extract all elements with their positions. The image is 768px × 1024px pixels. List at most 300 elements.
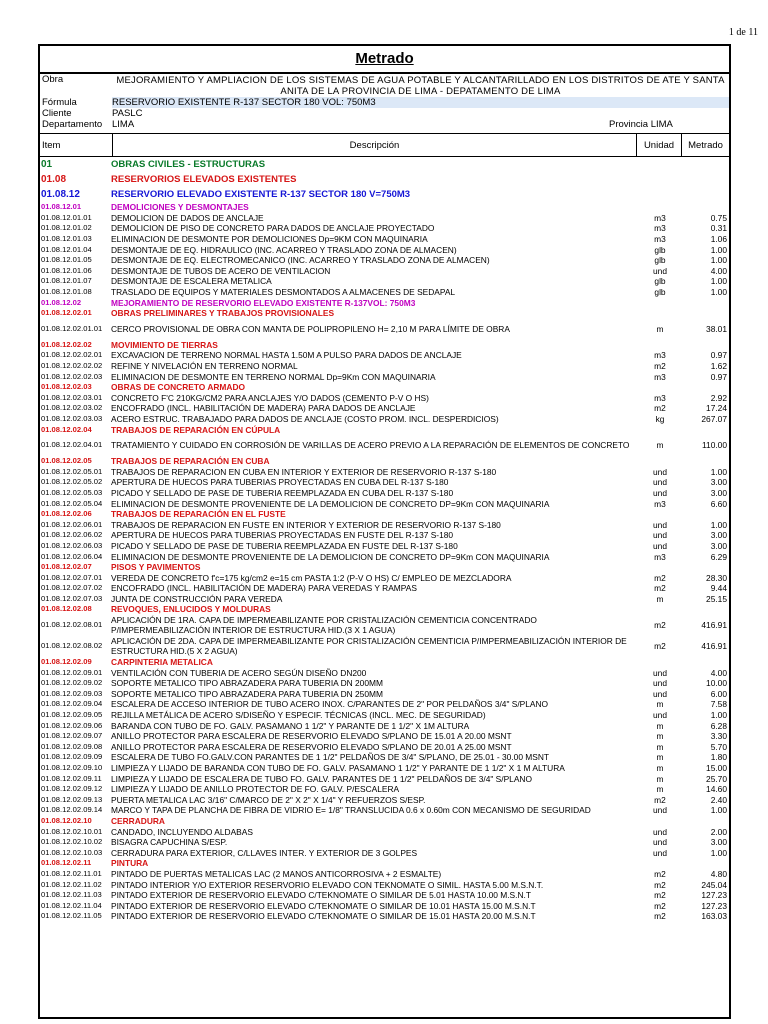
quantity-cell: 3.00 — [710, 837, 727, 848]
quantity-cell: 2.92 — [710, 392, 727, 403]
unit-cell: m3 — [654, 350, 666, 361]
unit-cell: m2 — [654, 572, 666, 583]
unit-cell: m — [656, 773, 664, 784]
table-row — [40, 720, 729, 731]
item-cell: 01.08.12.02.09 — [41, 657, 92, 667]
description-cell: PINTADO EXTERIOR DE RESERVORIO ELEVADO C/TEKNOMATE O SIMILAR DE 5.01 HASTA 10.00 M.S.N.T — [111, 890, 531, 901]
item-cell: 01.08.12.01.04 — [41, 244, 92, 254]
table-row — [40, 847, 729, 858]
item-cell: 01.08.12.02.02 — [41, 339, 92, 349]
unit-cell: m2 — [654, 879, 666, 890]
item-cell: 01.08.12.02.09.04 — [41, 699, 103, 709]
table-row — [40, 266, 729, 277]
description-cell: DESMONTAJE DE EQ. HIDRAULICO (INC. ACARREO Y TRASLADO ZONA DE ALMACEN) — [111, 244, 457, 255]
quantity-cell: 25.15 — [706, 593, 727, 604]
item-cell: 01.08.12.02.11.05 — [41, 911, 102, 921]
unit-cell: und — [653, 710, 667, 721]
table-row — [40, 276, 729, 287]
description-cell: TRATAMIENTO Y CUIDADO EN CORROSIÓN DE VARILLAS DE ACERO PREVIO A LA REPARACIÓN DE ELEMENTOS DE CONCRETO — [111, 440, 630, 451]
item-cell: 01.08.12.02.06.03 — [41, 540, 103, 550]
table-row — [40, 551, 729, 562]
quantity-cell: 14.60 — [706, 784, 727, 795]
item-cell: 01.08.12.02.05.01 — [41, 466, 103, 476]
description-cell: PINTADO EXTERIOR DE RESERVORIO ELEVADO C/TEKNOMATE O SIMILAR DE 15.01 HASTA 20.00 M.S.N.T — [111, 911, 536, 922]
item-cell: 01.08.12.02.11.01 — [41, 868, 102, 878]
description-cell: LIMPIEZA Y LIJADO DE ESCALERA DE TUBO FO. GALV. PARANTES DE 1 1/2" PELDAÑOS DE 3/4" S/PLANO — [111, 773, 532, 784]
table-row — [40, 234, 729, 245]
table-row — [40, 340, 729, 351]
unit-cell: m3 — [654, 212, 666, 223]
unit-cell: glb — [654, 276, 666, 287]
item-cell: 01.08.12.02.01.01 — [41, 324, 103, 334]
item-cell: 01.08.12.01.01 — [41, 212, 92, 222]
formula-value: RESERVORIO EXISTENTE R-137 SECTOR 180 VOL: 750M3 — [112, 97, 729, 108]
table-row — [40, 350, 729, 361]
description-cell: CERRADURA — [111, 815, 165, 826]
description-cell: ESCALERA DE TUBO FO.GALV.CON PARANTES DE 1 1/2" PELDAÑOS DE 3/4" S/PLANO, DE 25.01 - 30.00 MSNT — [111, 752, 550, 763]
table-row — [40, 424, 729, 435]
quantity-cell: 1.80 — [710, 752, 727, 763]
description-cell: TRABAJOS DE REPARACION EN FUSTE EN INTERIOR Y EXTERIOR DE RESERVORIO R-137 S-180 — [111, 519, 501, 530]
unit-cell: m2 — [654, 868, 666, 879]
description-cell: REVOQUES, ENLUCIDOS Y MOLDURAS — [111, 604, 271, 615]
quantity-cell: 1.62 — [710, 361, 727, 372]
item-cell: 01.08.12.02.04.01 — [41, 440, 103, 450]
table-row — [40, 742, 729, 753]
description-cell: ANILLO PROTECTOR PARA ESCALERA DE RESERVORIO ELEVADO S/PLANO DE 20.01 A 25.00 MSNT — [111, 741, 512, 752]
quantity-cell: 0.97 — [710, 350, 727, 361]
table-row — [40, 911, 729, 922]
table-row — [40, 361, 729, 372]
item-cell: 01.08.12.01.03 — [41, 234, 92, 244]
unit-cell: m — [656, 324, 664, 335]
unit-cell: m2 — [654, 911, 666, 922]
quantity-cell: 3.00 — [710, 477, 727, 488]
unit-cell: und — [653, 265, 667, 276]
table-row — [40, 435, 729, 456]
description-cell: TRABAJOS DE REPARACIÓN EN CUBA — [111, 456, 270, 467]
description-cell: JUNTA DE CONSTRUCCIÓN PARA VEREDA — [111, 593, 283, 604]
quantity-cell: 6.60 — [710, 498, 727, 509]
unit-cell: m — [656, 720, 664, 731]
quantity-cell: 25.70 — [706, 773, 727, 784]
description-cell: CANDADO, INCLUYENDO ALDABAS — [111, 826, 253, 837]
item-cell: 01.08.12.02.09.09 — [41, 752, 103, 762]
page-number: 1 de 11 — [728, 27, 758, 38]
unit-cell: und — [653, 477, 667, 488]
description-cell: LIMPIEZA Y LIJADO DE BARANDA CON TUBO DE FO. GALV. PASAMANO 1 1/2" Y PARANTE DE 1 1/2" X 1 M ALTURA — [111, 763, 565, 774]
table-row — [40, 530, 729, 541]
unit-cell: m3 — [654, 392, 666, 403]
unit-cell: und — [653, 466, 667, 477]
description-cell: REJILLA METÁLICA DE ACERO S/DISEÑO Y ESPECIF. TÉCNICAS (INCL. MEC. DE SEGURIDAD) — [111, 710, 486, 721]
table-row — [40, 393, 729, 404]
unit-cell: m2 — [654, 361, 666, 372]
description-cell: MEJORAMIENTO DE RESERVORIO ELEVADO EXISTENTE R-137VOL: 750M3 — [111, 297, 416, 308]
item-cell: 01.08.12.02.09.11 — [41, 773, 102, 783]
table-row — [40, 636, 729, 657]
cliente-value: PASLC — [112, 108, 143, 119]
col-item: Item — [40, 134, 113, 156]
departamento-row — [40, 119, 729, 130]
description-cell: DESMONTAJE DE TUBOS DE ACERO DE VENTILACION — [111, 265, 331, 276]
header-block — [40, 74, 729, 130]
departamento-label: Departamento — [42, 119, 103, 130]
quantity-cell: 245.04 — [701, 879, 727, 890]
item-cell: 01.08.12.02.09.12 — [41, 784, 103, 794]
description-cell: OBRAS PRELIMINARES Y TRABAJOS PROVISIONALES — [111, 308, 335, 319]
table-row — [40, 826, 729, 837]
table-row — [40, 466, 729, 477]
item-cell: 01.08.12.02.08 — [41, 604, 92, 614]
description-cell: REFINE Y NIVELACIÓN EN TERRENO NORMAL — [111, 361, 298, 372]
item-cell: 01.08.12.02 — [41, 297, 82, 307]
item-cell: 01.08.12.02.10.01 — [41, 826, 103, 836]
unit-cell: und — [653, 540, 667, 551]
quantity-cell: 4.00 — [710, 667, 727, 678]
quantity-cell: 1.00 — [710, 805, 727, 816]
col-metrado: Metrado — [688, 139, 723, 151]
description-cell: CONCRETO F'C 210KG/CM2 PARA ANCLAJES Y/O DADOS (CEMENTO P-V O HS) — [111, 392, 429, 403]
provincia-group — [609, 119, 729, 130]
description-cell: DESMONTAJE DE ESCALERA METALICA — [111, 276, 272, 287]
table-row — [40, 837, 729, 848]
item-cell: 01.08.12.02.07 — [41, 562, 92, 572]
item-cell: 01 — [41, 159, 53, 170]
table-row — [40, 773, 729, 784]
description-cell: RESERVORIO ELEVADO EXISTENTE R-137 SECTOR 180 V=750M3 — [111, 189, 411, 200]
unit-cell: m — [656, 752, 664, 763]
unit-cell: m — [656, 784, 664, 795]
item-cell: 01.08.12.02.09.10 — [41, 763, 103, 773]
unit-cell: m — [656, 763, 664, 774]
item-cell: 01.08.12.02.08.01 — [41, 620, 103, 630]
quantity-cell: 163.03 — [701, 911, 727, 922]
table-row — [40, 213, 729, 224]
description-cell: ESCALERA DE ACCESO INTERIOR DE TUBO ACERO INOX. C/PARANTES DE 2" POR PELDAÑOS 3/4" S/PLANO — [111, 699, 549, 710]
item-cell: 01.08.12.01.07 — [41, 276, 92, 286]
quantity-cell: 1.00 — [710, 244, 727, 255]
item-cell: 01.08.12.02.03.03 — [41, 413, 103, 423]
table-row — [40, 615, 729, 636]
item-cell: 01.08.12.02.03.02 — [41, 403, 103, 413]
item-cell: 01.08.12.02.11 — [41, 858, 92, 868]
item-cell: 01.08.12.02.02.01 — [41, 350, 103, 360]
description-cell: OBRAS DE CONCRETO ARMADO — [111, 382, 246, 393]
quantity-cell: 38.01 — [706, 324, 727, 335]
description-cell: TRABAJOS DE REPARACIÓN EN CÚPULA — [111, 424, 281, 435]
table-row — [40, 667, 729, 678]
quantity-cell: 3.00 — [710, 530, 727, 541]
quantity-cell: 1.00 — [710, 276, 727, 287]
unit-cell: m2 — [654, 900, 666, 911]
col-unidad: Unidad — [637, 134, 682, 156]
provincia-label: Provincia — [609, 119, 649, 130]
table-row — [40, 784, 729, 795]
description-cell: APERTURA DE HUECOS PARA TUBERIAS PROYECTADAS EN CUBA DEL R-137 S-180 — [111, 477, 449, 488]
formula-row — [40, 97, 729, 108]
unit-cell: m — [656, 731, 664, 742]
table-row — [40, 519, 729, 530]
description-cell: DEMOLICION DE DADOS DE ANCLAJE — [111, 212, 264, 223]
table-row — [40, 319, 729, 340]
description-cell: APLICACIÓN DE 1RA. CAPA DE IMPERMEABILIZANTE POR CRISTALIZACIÓN CEMENTICIA CONCENTRADO P/IMPERMEABILIZACIÓN INTERIOR DE ESTRUCTURA HID.(3 X 1 AGUA) — [111, 615, 537, 636]
table-row — [40, 187, 729, 202]
item-cell: 01.08.12.02.01 — [41, 308, 92, 318]
description-cell: SOPORTE METALICO TIPO ABRAZADERA PARA TUBERIA DN 200MM — [111, 678, 383, 689]
table-row — [40, 403, 729, 414]
item-cell: 01.08.12.02.06.01 — [41, 519, 103, 529]
unit-cell: m3 — [654, 234, 666, 245]
quantity-cell: 2.40 — [710, 794, 727, 805]
item-cell: 01.08.12.02.03 — [41, 382, 92, 392]
table-row — [40, 710, 729, 721]
item-cell: 01.08.12.02.09.13 — [41, 794, 103, 804]
item-cell: 01.08.12.02.11.04 — [41, 900, 102, 910]
item-cell: 01.08.12.02.06 — [41, 509, 92, 519]
cliente-label: Cliente — [42, 108, 72, 119]
table-body — [40, 157, 729, 922]
table-row — [40, 287, 729, 298]
item-cell: 01.08 — [41, 174, 67, 185]
unit-cell: m2 — [654, 583, 666, 594]
unit-cell: und — [653, 688, 667, 699]
unit-cell: und — [653, 826, 667, 837]
item-cell: 01.08.12.02.09.02 — [41, 678, 103, 688]
quantity-cell: 9.44 — [710, 583, 727, 594]
table-row — [40, 572, 729, 583]
item-cell: 01.08.12.02.07.03 — [41, 593, 103, 603]
description-cell: TRABAJOS DE REPARACIÓN EN EL FUSTE — [111, 509, 286, 520]
unit-cell: und — [653, 847, 667, 858]
quantity-cell: 127.23 — [701, 900, 727, 911]
col-descripcion: Descripción — [113, 134, 637, 156]
unit-cell: m — [656, 593, 664, 604]
table-row — [40, 244, 729, 255]
unit-cell: glb — [654, 244, 666, 255]
description-cell: ACERO ESTRUC. TRABAJADO PARA DADOS DE ANCLAJE (COSTO PROM. INCL. DESPERDICIOS) — [111, 413, 499, 424]
unit-cell: m3 — [654, 223, 666, 234]
item-cell: 01.08.12.02.06.02 — [41, 530, 103, 540]
table-row — [40, 498, 729, 509]
table-row — [40, 678, 729, 689]
unit-cell: und — [653, 678, 667, 689]
table-row — [40, 562, 729, 573]
item-cell: 01.08.12.02.09.07 — [41, 731, 103, 741]
item-cell: 01.08.12.02.05 — [41, 456, 92, 466]
quantity-cell: 1.00 — [710, 466, 727, 477]
item-cell: 01.08.12.01.02 — [41, 223, 92, 233]
description-cell: PINTURA — [111, 858, 149, 869]
table-row — [40, 699, 729, 710]
description-cell: ELIMINACION DE DESMONTE PROVENIENTE DE LA DEMOLICION DE CONCRETO DP=9Km CON MAQUINARIA — [111, 498, 550, 509]
table-row — [40, 763, 729, 774]
table-row — [40, 414, 729, 425]
quantity-cell: 6.29 — [710, 551, 727, 562]
description-cell: CERCO PROVISIONAL DE OBRA CON MANTA DE POLIPROPILENO H= 2,10 M PARA LÍMITE DE OBRA — [111, 324, 510, 335]
table-row — [40, 594, 729, 605]
unit-cell: m3 — [654, 371, 666, 382]
quantity-cell: 2.00 — [710, 826, 727, 837]
quantity-cell: 7.58 — [710, 699, 727, 710]
table-row — [40, 604, 729, 615]
table-row — [40, 157, 729, 172]
table-row — [40, 900, 729, 911]
unit-cell: und — [653, 667, 667, 678]
unit-cell: und — [653, 487, 667, 498]
item-cell: 01.08.12.02.11.03 — [41, 890, 102, 900]
departamento-value: LIMA — [112, 119, 135, 130]
quantity-cell: 1.00 — [710, 287, 727, 298]
item-cell: 01.08.12.02.05.04 — [41, 498, 103, 508]
table-row — [40, 879, 729, 890]
item-cell: 01.08.12.02.10.02 — [41, 837, 103, 847]
provincia-value: LIMA — [650, 119, 673, 130]
table-row — [40, 509, 729, 520]
unit-cell: glb — [654, 255, 666, 266]
item-cell: 01.08.12.02.11.02 — [41, 879, 102, 889]
description-cell: CERRADURA PARA EXTERIOR, C/LLAVES INTER. Y EXTERIOR DE 3 GOLPES — [111, 847, 418, 858]
table-header — [40, 133, 729, 157]
description-cell: ENCOFRADO (INCL. HABILITACIÓN DE MADERA) PARA DADOS DE ANCLAJE — [111, 403, 416, 414]
table-row — [40, 382, 729, 393]
quantity-cell: 1.00 — [710, 519, 727, 530]
description-cell: RESERVORIOS ELEVADOS EXISTENTES — [111, 174, 297, 185]
document-title: Metrado — [40, 46, 729, 74]
item-cell: 01.08.12.02.02.02 — [41, 361, 103, 371]
description-cell: MARCO Y TAPA DE PLANCHA DE FIBRA DE VIDRIO E= 1/8" TRANSLUCIDA 0.6 x 0.60m CON MECANISMO DE SEGURIDAD — [111, 805, 591, 816]
description-cell: ELIMINACION DE DESMONTE POR DEMOLICIONES Dp=9KM CON MAQUINARIA — [111, 234, 428, 245]
description-cell: DESMONTAJE DE EQ. ELECTROMECANICO (INC. ACARREO Y TRASLADO ZONA DE ALMACEN) — [111, 255, 490, 266]
unit-cell: m2 — [654, 620, 666, 631]
quantity-cell: 0.31 — [710, 223, 727, 234]
description-cell: PICADO Y SELLADO DE PASE DE TUBERIA REEMPLAZADA EN CUBA DEL R-137 S-180 — [111, 487, 454, 498]
cliente-row — [40, 108, 729, 119]
quantity-cell: 1.06 — [710, 234, 727, 245]
table-row — [40, 731, 729, 742]
description-cell: TRABAJOS DE REPARACION EN CUBA EN INTERIOR Y EXTERIOR DE RESERVORIO R-137 S-180 — [111, 466, 497, 477]
quantity-cell: 1.00 — [710, 847, 727, 858]
description-cell: PINTADO INTERIOR Y/O EXTERIOR RESERVORIO ELEVADO CON TEKNOMATE O SIMIL. HASTA 5.00 M.S.N.T. — [111, 879, 544, 890]
table-row — [40, 541, 729, 552]
item-cell: 01.08.12.02.09.01 — [41, 667, 103, 677]
quantity-cell: 416.91 — [701, 641, 727, 652]
item-cell: 01.08.12.02.04 — [41, 424, 92, 434]
quantity-cell: 3.00 — [710, 540, 727, 551]
description-cell: CARPINTERIA METALICA — [111, 657, 213, 668]
table-row — [40, 371, 729, 382]
description-cell: LIMPIEZA Y LIJADO DE ANILLO PROTECTOR DE FO. GALV. P/ESCALERA — [111, 784, 400, 795]
item-cell: 01.08.12.02.05.03 — [41, 487, 103, 497]
formula-label: Fórmula — [42, 97, 77, 108]
table-row — [40, 752, 729, 763]
description-cell: VEREDA DE CONCRETO f'c=175 kg/cm2 e=15 cm PASTA 1:2 (P-V O HS) C/ EMPLEO DE MEZCLADORA — [111, 572, 512, 583]
quantity-cell: 6.00 — [710, 688, 727, 699]
item-cell: 01.08.12.01.08 — [41, 287, 92, 297]
unit-cell: m2 — [654, 403, 666, 414]
description-cell: SOPORTE METALICO TIPO ABRAZADERA PARA TUBERIA DN 250MM — [111, 688, 383, 699]
description-cell: MOVIMIENTO DE TIERRAS — [111, 339, 218, 350]
unit-cell: m — [656, 741, 664, 752]
description-cell: ANILLO PROTECTOR PARA ESCALERA DE RESERVORIO ELEVADO S/PLANO DE 15.01 A 20.00 MSNT — [111, 731, 512, 742]
unit-cell: m2 — [654, 641, 666, 652]
description-cell: OBRAS CIVILES - ESTRUCTURAS — [111, 159, 266, 170]
item-cell: 01.08.12.02.07.01 — [41, 572, 103, 582]
table-row — [40, 308, 729, 319]
quantity-cell: 267.07 — [701, 413, 727, 424]
item-cell: 01.08.12.01.06 — [41, 265, 92, 275]
table-row — [40, 858, 729, 869]
quantity-cell: 4.00 — [710, 265, 727, 276]
table-row — [40, 202, 729, 213]
item-cell: 01.08.12.02.03.01 — [41, 392, 103, 402]
unit-cell: und — [653, 530, 667, 541]
quantity-cell: 3.30 — [710, 731, 727, 742]
item-cell: 01.08.12.02.09.08 — [41, 741, 103, 751]
table-row — [40, 172, 729, 187]
quantity-cell: 1.00 — [710, 255, 727, 266]
description-cell: PICADO Y SELLADO DE PASE DE TUBERIA REEMPLAZADA EN FUSTE DEL R-137 S-180 — [111, 540, 458, 551]
unit-cell: m2 — [654, 890, 666, 901]
table-row — [40, 816, 729, 827]
quantity-cell: 17.24 — [706, 403, 727, 414]
obra-value: MEJORAMIENTO Y AMPLIACION DE LOS SISTEMAS DE AGUA POTABLE Y ALCANTARILLADO EN LOS DISTRITOS DE ATE Y SANTA ANITA DE LA PROVINCIA DE LIMA - DEPATAMENTO DE LIMA — [116, 75, 725, 97]
table-row — [40, 890, 729, 901]
unit-cell: m — [656, 699, 664, 710]
description-cell: BISAGRA CAPUCHINA S/ESP. — [111, 837, 228, 848]
item-cell: 01.08.12.02.02.03 — [41, 371, 103, 381]
obra-row — [40, 74, 729, 97]
item-cell: 01.08.12 — [41, 189, 80, 200]
table-row — [40, 297, 729, 308]
metrado-sheet — [38, 44, 731, 1019]
description-cell: BARANDA CON TUBO DE FO. GALV. PASAMANO 1 1/2" Y PARANTE DE 1 1/2" X 1M ALTURA — [111, 720, 470, 731]
quantity-cell: 1.00 — [710, 710, 727, 721]
quantity-cell: 5.70 — [710, 741, 727, 752]
item-cell: 01.08.12.02.05.02 — [41, 477, 103, 487]
description-cell: ENCOFRADO (INCL. HABILITACIÓN DE MADERA) PARA VEREDAS Y RAMPAS — [111, 583, 417, 594]
table-row — [40, 657, 729, 668]
description-cell: PISOS Y PAVIMENTOS — [111, 562, 201, 573]
quantity-cell: 416.91 — [701, 620, 727, 631]
description-cell: ELIMINACION DE DESMONTE PROVENIENTE DE LA DEMOLICION DE CONCRETO DP=9Km CON MAQUINARIA — [111, 551, 550, 562]
description-cell: DEMOLICION DE PISO DE CONCRETO PARA DADOS DE ANCLAJE PROYECTADO — [111, 223, 435, 234]
description-cell: APLICACIÓN DE 2DA. CAPA DE IMPERMEABILIZANTE POR CRISTALIZACIÓN CEMENTICIA P/IMPERMEABILIZACIÓN INTERIOR DE ESTRUCTURA HID.(5 X 2 AGUA) — [111, 636, 627, 657]
item-cell: 01.08.12.02.06.04 — [41, 551, 103, 561]
description-cell: PINTADO EXTERIOR DE RESERVORIO ELEVADO C/TEKNOMATE O SIMILAR DE 10.01 HASTA 15.00 M.S.N.T — [111, 900, 536, 911]
item-cell: 01.08.12.02.09.14 — [41, 805, 103, 815]
description-cell: EXCAVACION DE TERRENO NORMAL HASTA 1.50M A PULSO PARA DADOS DE ANCLAJE — [111, 350, 462, 361]
obra-label: Obra — [42, 74, 64, 85]
item-cell: 01.08.12.01 — [41, 202, 82, 212]
quantity-cell: 28.30 — [706, 572, 727, 583]
item-cell: 01.08.12.01.05 — [41, 255, 92, 265]
table-row — [40, 488, 729, 499]
unit-cell: m2 — [654, 794, 666, 805]
table-row — [40, 583, 729, 594]
quantity-cell: 127.23 — [701, 890, 727, 901]
table-row — [40, 223, 729, 234]
quantity-cell: 4.80 — [710, 868, 727, 879]
description-cell: PINTADO DE PUERTAS METALICAS LAC (2 MANOS ANTICORROSIVA + 2 ESMALTE) — [111, 868, 442, 879]
unit-cell: m — [656, 440, 664, 451]
unit-cell: und — [653, 837, 667, 848]
quantity-cell: 15.00 — [706, 763, 727, 774]
unit-cell: und — [653, 805, 667, 816]
quantity-cell: 0.75 — [710, 212, 727, 223]
table-row — [40, 477, 729, 488]
item-cell: 01.08.12.02.09.06 — [41, 720, 103, 730]
